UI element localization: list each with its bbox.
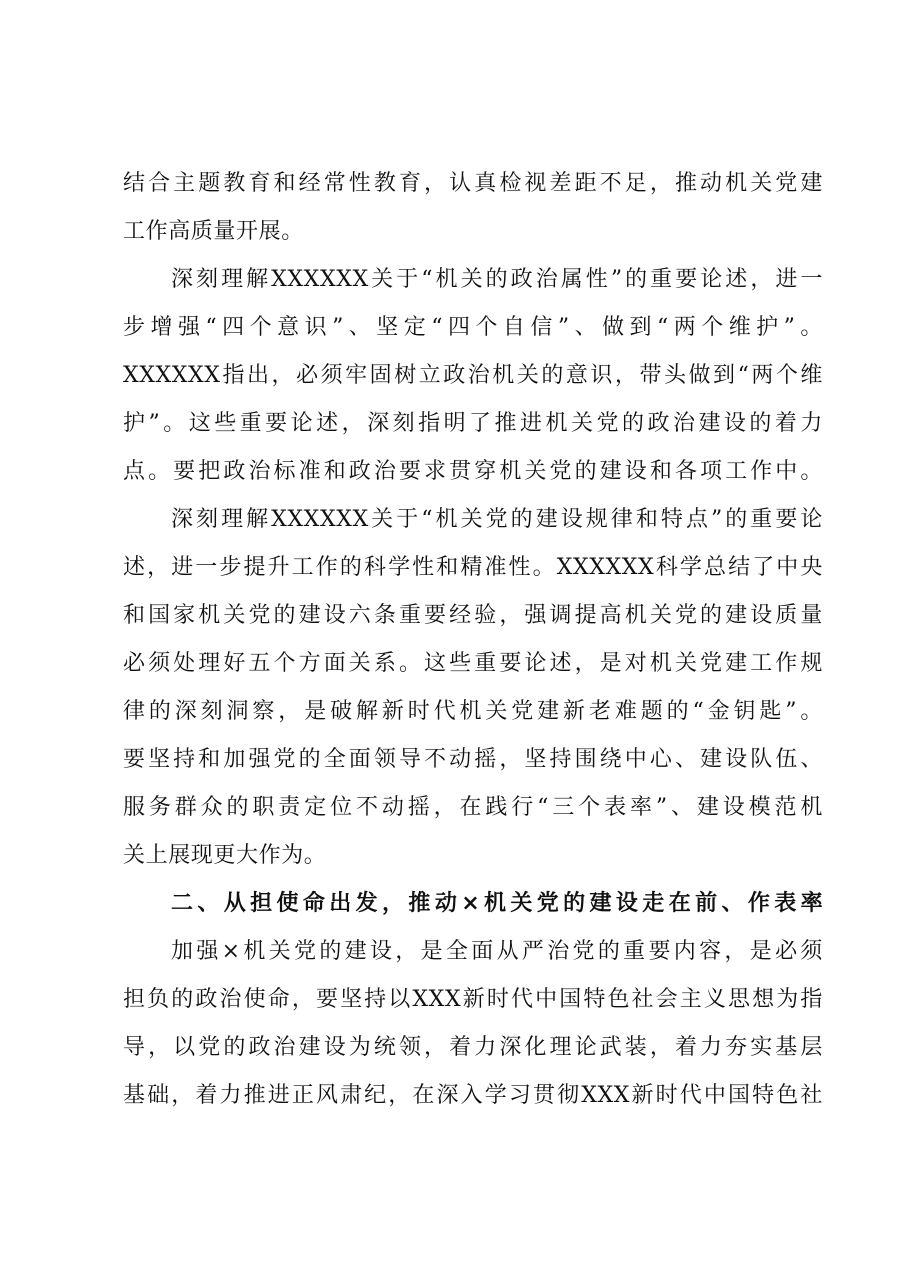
text-line: 关上展现更大作为。 — [123, 843, 327, 868]
text-line: 和国家机关党的建设六条重要经验，强调提高机关党的建设质量 — [123, 603, 823, 628]
paragraph-first-line: 深刻理解XXXXXX关于“机关的政治属性”的重要论述，进一 — [171, 267, 823, 292]
text-line: 工作高质量开展。 — [123, 219, 304, 244]
text-line: 担负的政治使命，要坚持以XXX新时代中国特色社会主义思想为指 — [123, 987, 823, 1012]
text-line: 导，以党的政治建设为统领，着力深化理论武装，着力夯实基层 — [123, 1035, 823, 1060]
text-line: 必须处理好五个方面关系。这些重要论述，是对机关党建工作规 — [123, 651, 823, 676]
text-line: 点。要把政治标准和政治要求贯穿机关党的建设和各项工作中。 — [123, 459, 823, 484]
text-line: 基础，着力推进正风肃纪，在深入学习贯彻XXX新时代中国特色社 — [123, 1083, 823, 1108]
text-line: 述，进一步提升工作的科学性和精准性。XXXXXX科学总结了中央 — [123, 555, 823, 580]
text-line: 要坚持和加强党的全面领导不动摇，坚持围绕中心、建设队伍、 — [123, 747, 823, 772]
paragraph-first-line: 加强×机关党的建设，是全面从严治党的重要内容，是必须 — [171, 939, 823, 964]
text-line: 结合主题教育和经常性教育，认真检视差距不足，推动机关党建 — [123, 171, 823, 196]
paragraph-first-line: 深刻理解XXXXXX关于“机关党的建设规律和特点”的重要论 — [171, 507, 823, 532]
text-line: 服务群众的职责定位不动摇，在践行“三个表率”、建设模范机 — [123, 795, 823, 820]
text-line: 步增强“四个意识”、坚定“四个自信”、做到“两个维护”。 — [123, 315, 823, 340]
section-heading: 二、从担使命出发，推动×机关党的建设走在前、作表率 — [171, 891, 823, 916]
text-line: 护”。这些重要论述，深刻指明了推进机关党的政治建设的着力 — [123, 411, 823, 436]
text-line: 律的深刻洞察，是破解新时代机关党建新老难题的“金钥匙”。 — [123, 699, 823, 724]
text-line: XXXXXX指出，必须牢固树立政治机关的意识，带头做到“两个维 — [123, 363, 823, 388]
